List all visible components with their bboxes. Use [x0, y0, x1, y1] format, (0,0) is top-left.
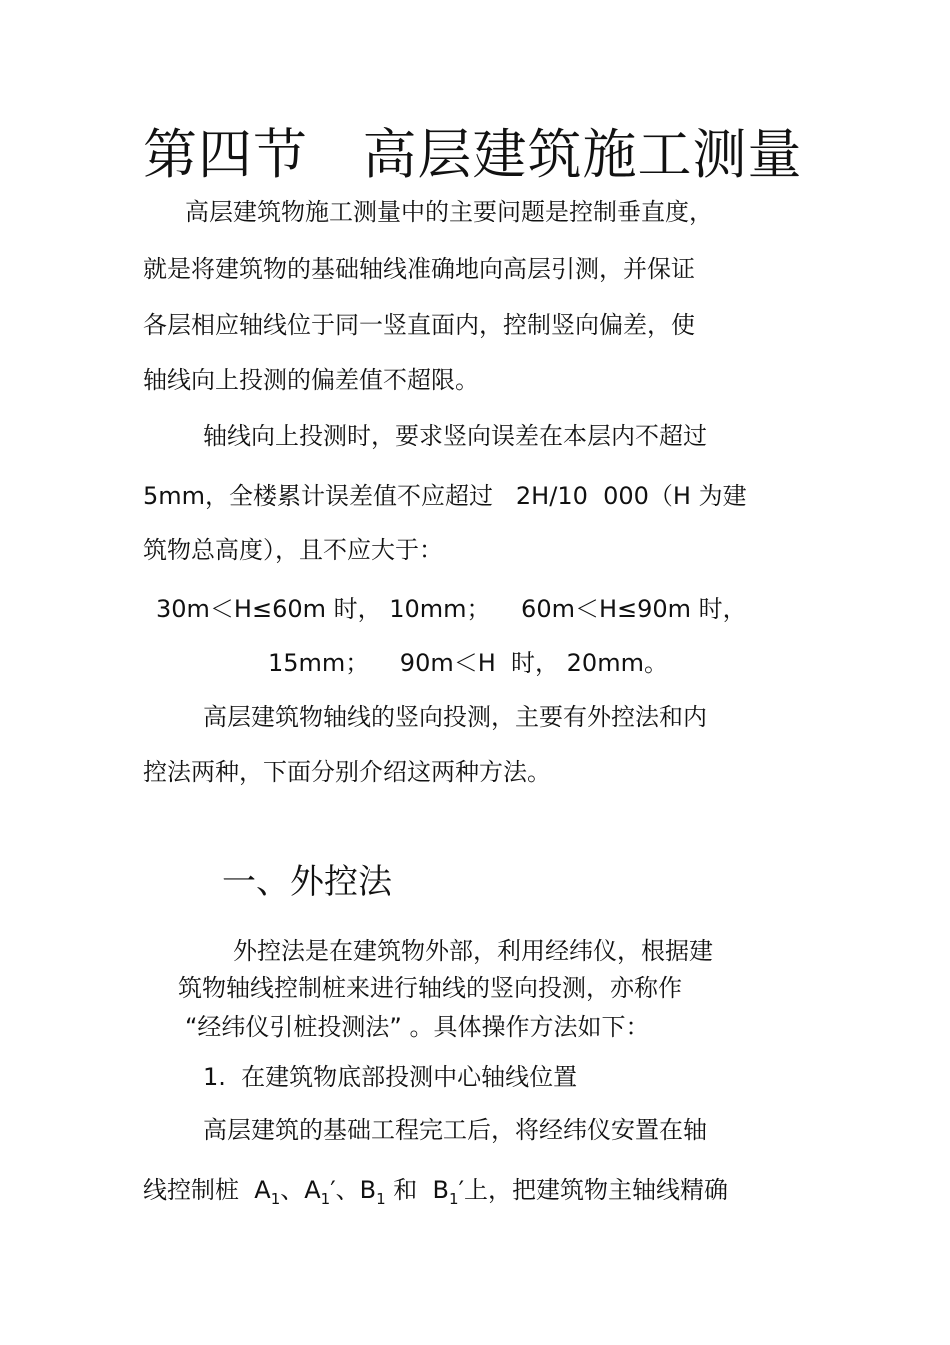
step-1-line-2-suffix: ′上，把建筑物主轴线精确	[458, 1176, 729, 1204]
tolerance-line-5: 15mm； 90m＜H 时， 20mm。	[268, 649, 668, 677]
separator-1: 、A	[280, 1176, 321, 1204]
section-heading-external: 一、外控法	[222, 862, 392, 902]
intro-line-2: 就是将建筑物的基础轴线准确地向高层引测，并保证	[143, 255, 695, 283]
step-1-line-1: 高层建筑的基础工程完工后，将经纬仪安置在轴	[203, 1116, 707, 1144]
page-title: 第四节 高层建筑施工测量	[143, 123, 803, 186]
separator-3: 和 B	[385, 1176, 450, 1204]
step-1-heading: 1. 在建筑物底部投测中心轴线位置	[203, 1063, 578, 1091]
methods-line-2: 控法两种，下面分别介绍这两种方法。	[143, 758, 551, 786]
tolerance-line-2: 5mm，全楼累计误差值不应超过 2H/10 000（H 为建	[143, 482, 747, 510]
tolerance-line-3: 筑物总高度），且不应大于：	[143, 536, 443, 564]
subscript-4: 1	[449, 1190, 459, 1208]
separator-2: ′、B	[330, 1176, 377, 1204]
step-1-line-2	[143, 1176, 729, 1208]
tolerance-line-4: 30m＜H≤60m 时， 10mm； 60m＜H≤90m 时，	[156, 595, 747, 623]
subscript-2: 1	[320, 1190, 331, 1208]
external-line-1: 外控法是在建筑物外部，利用经纬仪，根据建	[233, 937, 713, 965]
intro-line-4: 轴线向上投测的偏差值不超限。	[143, 366, 479, 394]
subscript-1: 1	[270, 1190, 281, 1208]
external-line-2: 筑物轴线控制桩来进行轴线的竖向投测，亦称作	[178, 974, 682, 1002]
external-line-3: “经纬仪引桩投测法” 。具体操作方法如下：	[185, 1013, 650, 1041]
intro-line-3: 各层相应轴线位于同一竖直面内，控制竖向偏差，使	[143, 311, 695, 339]
step-1-line-2-prefix: 线控制桩 A	[143, 1176, 271, 1204]
subscript-3: 1	[376, 1190, 386, 1208]
intro-line-1: 高层建筑物施工测量中的主要问题是控制垂直度，	[185, 198, 713, 226]
tolerance-line-1: 轴线向上投测时，要求竖向误差在本层内不超过	[203, 422, 707, 450]
methods-line-1: 高层建筑物轴线的竖向投测，主要有外控法和内	[203, 703, 707, 731]
